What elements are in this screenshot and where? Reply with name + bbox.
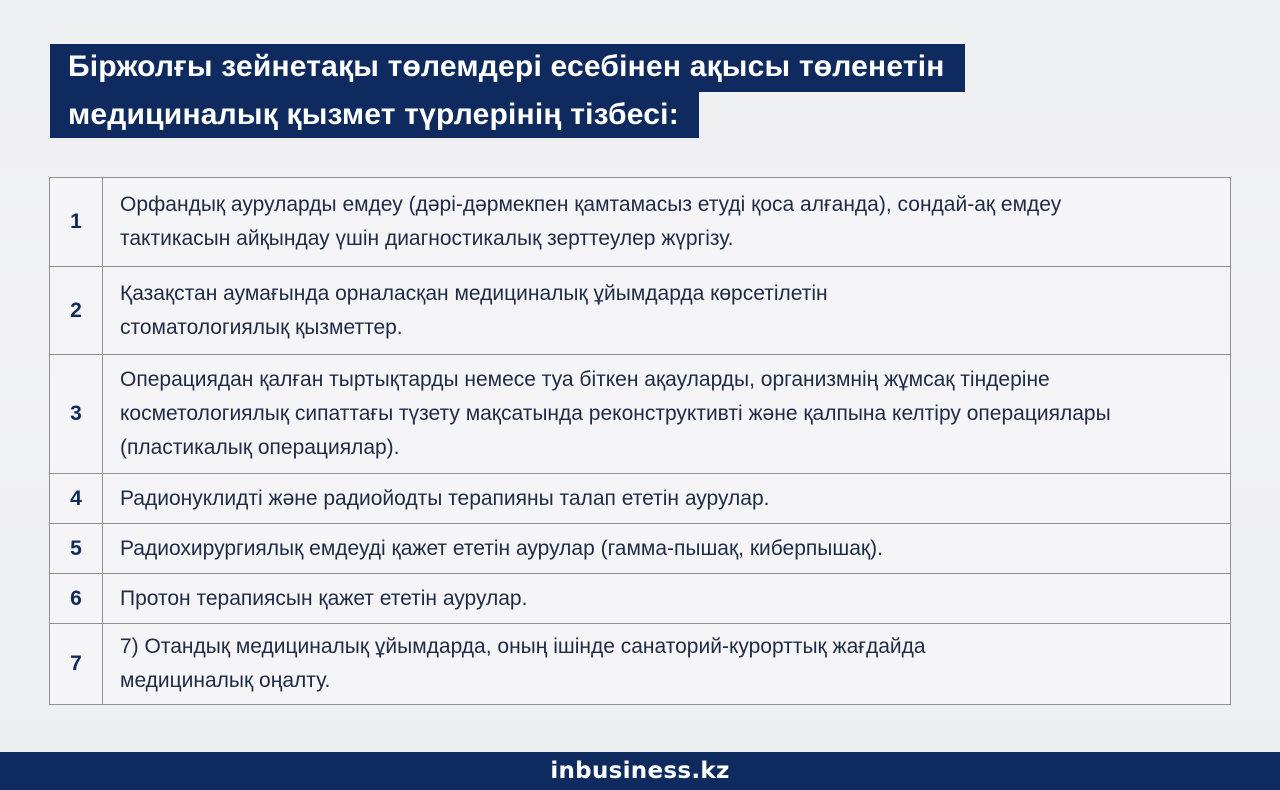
- row-number: 6: [50, 574, 103, 624]
- row-text: Радионуклидті және радиойодты терапияны талап ететін аурулар.: [103, 474, 1231, 524]
- row-number: 3: [50, 355, 103, 474]
- row-text: Қазақстан аумағында орналасқан медициналық ұйымдарда көрсетілетін стоматологиялық қызметтер.: [103, 267, 1231, 355]
- row-number: 4: [50, 474, 103, 524]
- row-text: Операциядан қалған тыртықтарды немесе туа біткен ақауларды, организмнің жұмсақ тіндеріне косметологиялық сипаттағы түзету мақсатында реконструктивті және қалпына келтіру операциялары (пластикалық операциялар).: [103, 355, 1231, 474]
- table-row: [50, 524, 1231, 574]
- table-row: [50, 474, 1231, 524]
- page-title: [50, 44, 965, 138]
- table-row: [50, 624, 1231, 705]
- row-text: Радиохирургиялық емдеуді қажет ететін аурулар (гамма-пышақ, киберпышақ).: [103, 524, 1231, 574]
- row-text: 7) Отандық медициналық ұйымдарда, оның ішінде санаторий-курорттық жағдайда медициналық оңалту.: [103, 624, 1231, 705]
- table-row: [50, 355, 1231, 474]
- row-number: 2: [50, 267, 103, 355]
- row-number: 7: [50, 624, 103, 705]
- services-table: [49, 177, 1231, 705]
- table-row: [50, 178, 1231, 267]
- row-text: Протон терапиясын қажет ететін аурулар.: [103, 574, 1231, 624]
- title-line-2: медициналық қызмет түрлерінің тізбесі:: [50, 92, 699, 138]
- row-number: 5: [50, 524, 103, 574]
- site-logo[interactable]: inbusiness.kz: [550, 758, 730, 784]
- table-row: [50, 267, 1231, 355]
- table-row: [50, 574, 1231, 624]
- row-number: 1: [50, 178, 103, 267]
- title-line-1: Біржолғы зейнетақы төлемдері есебінен ақысы төленетін: [50, 44, 965, 92]
- footer-bar: [0, 752, 1280, 790]
- row-text: Орфандық ауруларды емдеу (дәрі-дәрмекпен қамтамасыз етуді қоса алғанда), сондай-ақ емдеу тактикасын айқындау үшін диагностикалық зерттеулер жүргізу.: [103, 178, 1231, 267]
